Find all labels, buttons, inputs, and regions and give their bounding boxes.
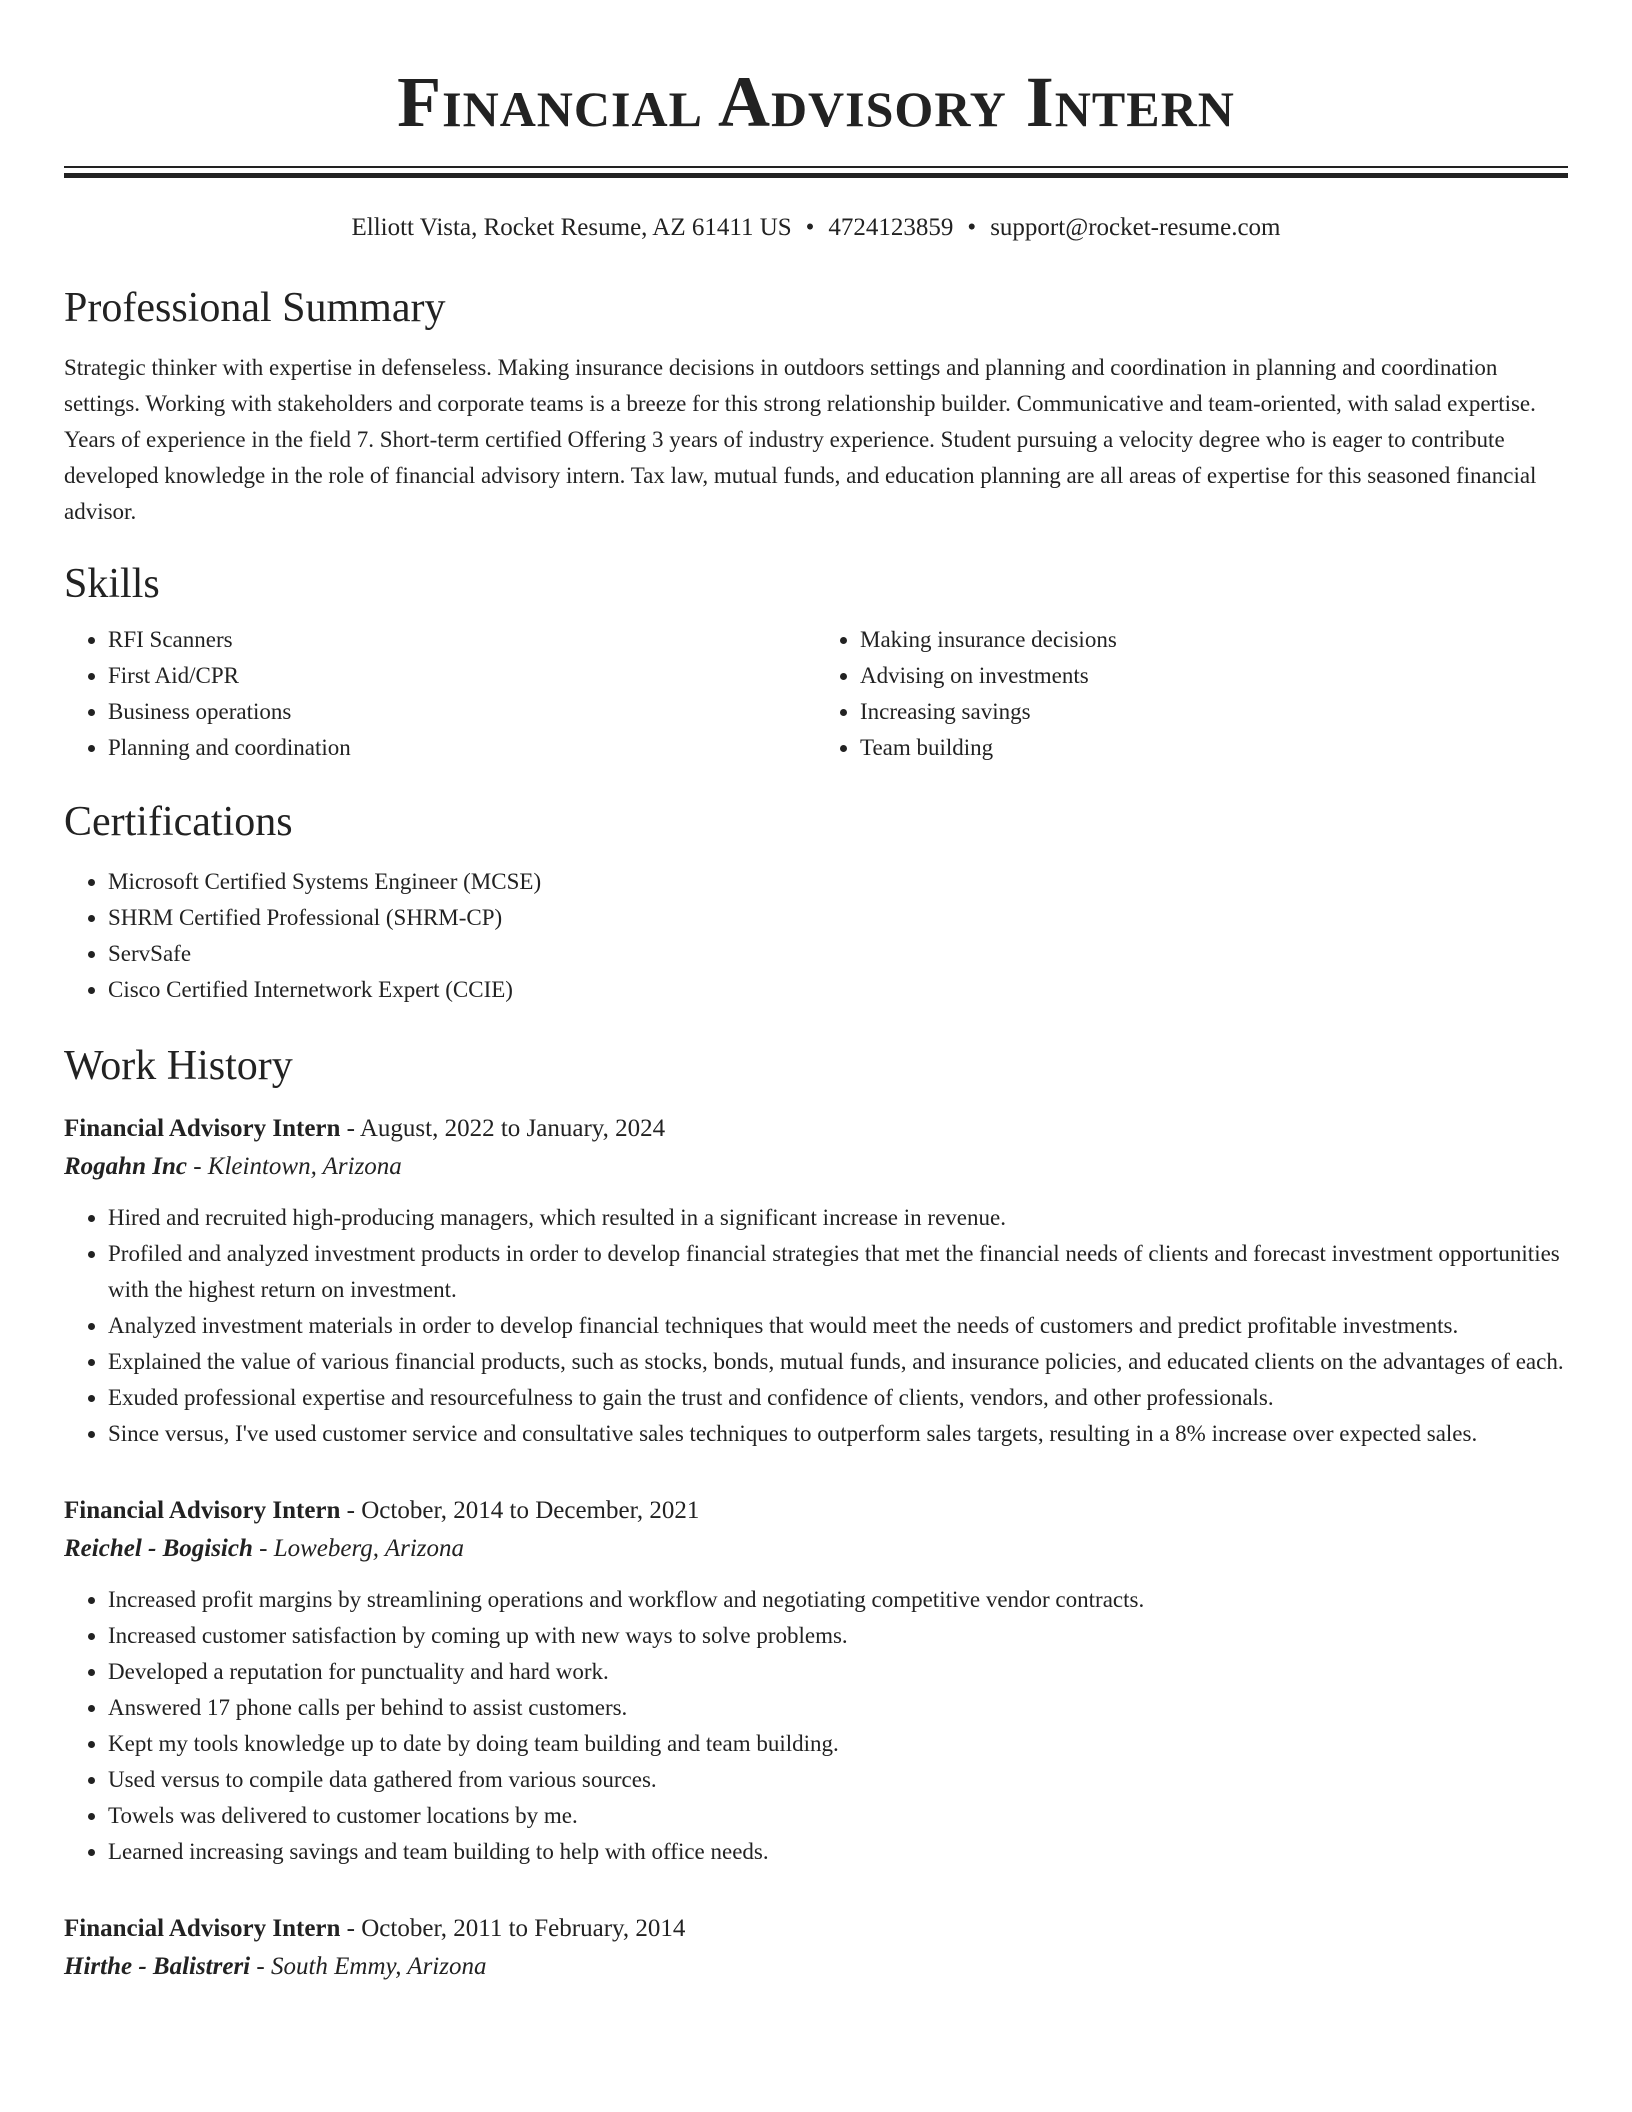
contact-separator: • <box>967 214 977 241</box>
certification-item: • Cisco Certified Internetwork Expert (CCIE) <box>108 972 1568 1008</box>
job-dates: - October, 2014 to December, 2021 <box>340 1497 700 1524</box>
page-title: Financial Advisory Intern <box>397 62 1235 142</box>
skills-column-left <box>64 622 816 766</box>
job-company: Reichel - Bogisich <box>64 1535 253 1562</box>
header-divider-thin <box>64 166 1568 168</box>
skill-item: • Increasing savings <box>860 694 1568 730</box>
summary-text: Strategic thinker with expertise in defenseless. Making insurance decisions in outdoors settings and planning and coordination in planning and coordination settings. Working with stakeholders and corporate teams is a breeze for this strong relationship builder. Communicative and team-oriented, with salad expertise. Years of experience in the field 7. Short-term certified Offering 3 years of industry experience. Student pursuing a velocity degree who is eager to contribute developed knowledge in the role of financial advisory intern. Tax law, mutual funds, and education planning are all areas of expertise for this seasoned financial advisor. <box>64 355 1537 524</box>
job-bullet: • Answered 17 phone calls per behind to assist customers. <box>108 1690 1568 1726</box>
job-bullet: • Since versus, I've used customer service and consultative sales techniques to outperform sales targets, resulting in a 8% increase over expected sales. <box>108 1416 1568 1452</box>
job-location: - South Emmy, Arizona <box>250 1953 487 1980</box>
job-entry <box>64 1910 1568 1986</box>
job-header <box>64 1110 1568 1148</box>
job-company: Rogahn Inc <box>64 1153 187 1180</box>
job-dates: - October, 2011 to February, 2014 <box>340 1915 686 1942</box>
certification-item: • Microsoft Certified Systems Engineer (MCSE) <box>108 864 1568 900</box>
skill-item: • Team building <box>860 730 1568 766</box>
skill-item: • Planning and coordination <box>108 730 816 766</box>
job-bullet: • Kept my tools knowledge up to date by doing team building and team building. <box>108 1726 1568 1762</box>
skills-list <box>64 622 1568 766</box>
job-bullet: • Analyzed investment materials in order to develop financial techniques that would meet the needs of customers and predict profitable investments. <box>108 1308 1568 1344</box>
job-role: Financial Advisory Intern <box>64 1115 341 1142</box>
job-company: Hirthe - Balistreri <box>64 1953 251 1980</box>
job-bullet: • Hired and recruited high-producing managers, which resulted in a significant increase in revenue. <box>108 1200 1568 1236</box>
contact-line <box>64 212 1568 244</box>
job-bullet: • Increased customer satisfaction by coming up with new ways to solve problems. <box>108 1618 1568 1654</box>
skill-item: • Making insurance decisions <box>860 622 1568 658</box>
job-bullet: • Used versus to compile data gathered from various sources. <box>108 1762 1568 1798</box>
contact-separator: • <box>805 214 815 241</box>
summary-heading: Professional Summary <box>64 285 446 331</box>
contact-phone: 4724123859 <box>828 214 954 241</box>
certification-item: • ServSafe <box>108 936 1568 972</box>
job-role: Financial Advisory Intern <box>64 1497 341 1524</box>
header-divider-thick <box>64 173 1568 178</box>
certifications-heading: Certifications <box>64 799 293 845</box>
contact-address: Elliott Vista, Rocket Resume, AZ 61411 US <box>351 214 792 241</box>
job-location: - Kleintown, Arizona <box>186 1153 402 1180</box>
job-bullets <box>64 1200 1568 1452</box>
job-bullet: • Explained the value of various financial products, such as stocks, bonds, mutual funds, and insurance policies, and educated clients on the advantages of each. <box>108 1344 1568 1380</box>
job-bullet: • Towels was delivered to customer locations by me. <box>108 1798 1568 1834</box>
skill-item: • First Aid/CPR <box>108 658 816 694</box>
job-bullets <box>64 1582 1568 1870</box>
job-header <box>64 1910 1568 1948</box>
skills-column-right <box>816 622 1568 766</box>
skills-heading: Skills <box>64 561 160 607</box>
job-company-line <box>64 1148 1568 1186</box>
job-bullet: • Exuded professional expertise and resourcefulness to gain the trust and confidence of clients, vendors, and other professionals. <box>108 1380 1568 1416</box>
job-bullet: • Developed a reputation for punctuality and hard work. <box>108 1654 1568 1690</box>
job-role: Financial Advisory Intern <box>64 1915 341 1942</box>
skill-item: • Business operations <box>108 694 816 730</box>
certification-item: • SHRM Certified Professional (SHRM-CP) <box>108 900 1568 936</box>
skill-item: • RFI Scanners <box>108 622 816 658</box>
job-location: - Loweberg, Arizona <box>252 1535 465 1562</box>
job-company-line <box>64 1948 1568 1986</box>
job-dates: - August, 2022 to January, 2024 <box>340 1115 666 1142</box>
work-history-heading: Work History <box>64 1043 293 1089</box>
certifications-list <box>64 864 1568 1008</box>
job-bullet: • Profiled and analyzed investment products in order to develop financial strategies that met the financial needs of clients and forecast investment opportunities with the highest return on investment. <box>108 1236 1568 1308</box>
job-company-line <box>64 1530 1568 1568</box>
skill-item: • Advising on investments <box>860 658 1568 694</box>
job-entry <box>64 1110 1568 1452</box>
job-entry <box>64 1492 1568 1870</box>
job-bullet: • Learned increasing savings and team building to help with office needs. <box>108 1834 1568 1870</box>
job-bullet: • Increased profit margins by streamlining operations and workflow and negotiating competitive vendor contracts. <box>108 1582 1568 1618</box>
contact-email: support@rocket-resume.com <box>990 214 1281 241</box>
job-header <box>64 1492 1568 1530</box>
